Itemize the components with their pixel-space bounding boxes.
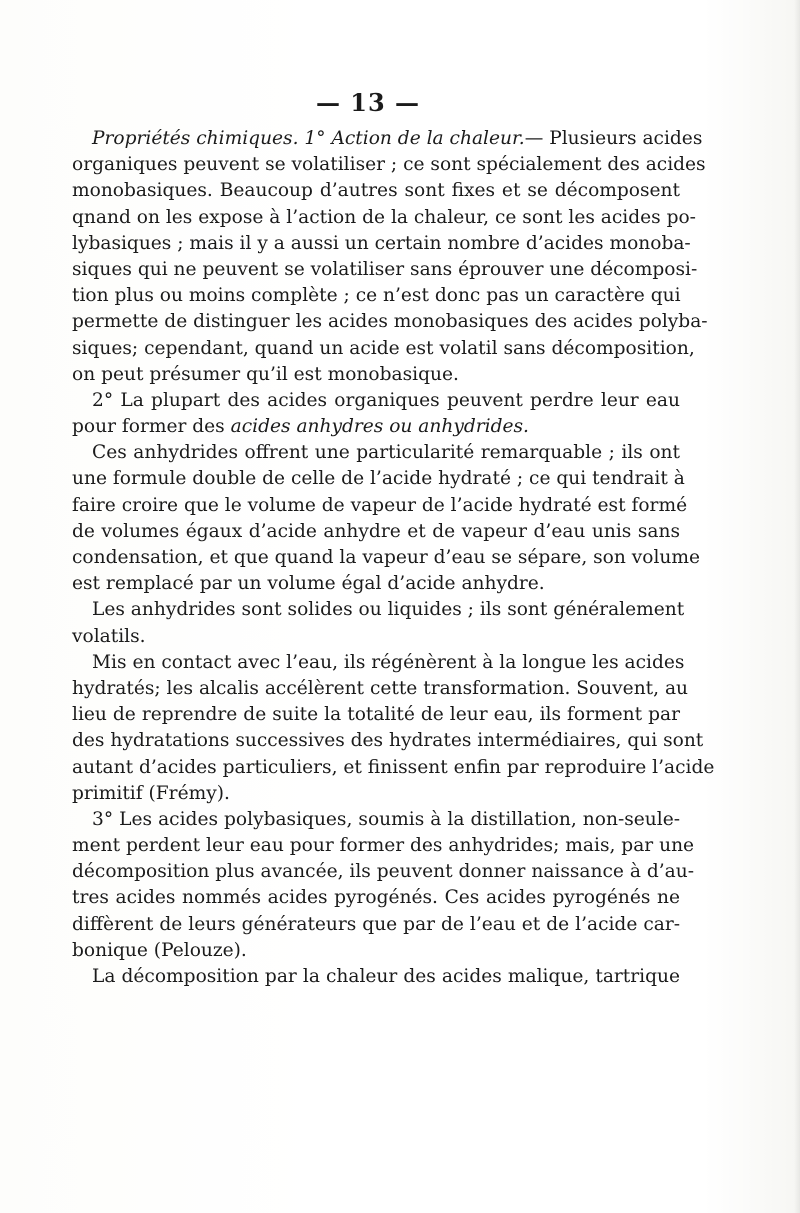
text-line: tres acides nommés acides pyrogénés. Ces acides pyrogénés ne bbox=[72, 887, 680, 909]
text-line: lieu de reprendre de suite la totalité de leur eau, ils forment par bbox=[72, 704, 680, 726]
text-line: volatils. bbox=[72, 625, 146, 647]
text-line: diffèrent de leurs générateurs que par de l’eau et de l’acide car- bbox=[72, 913, 680, 935]
text-line: 2° La plupart des acides organiques peuvent perdre leur eau bbox=[92, 389, 680, 411]
text-line: décomposition plus avancée, ils peuvent donner naissance à d’au- bbox=[72, 861, 694, 883]
text-line: siques; cependant, quand un acide est volatil sans décomposition, bbox=[72, 337, 695, 359]
text-line: hydratés; les alcalis accélèrent cette transformation. Souvent, au bbox=[72, 677, 689, 699]
text-line: on peut présumer qu’il est monobasique. bbox=[72, 363, 459, 385]
body-text bbox=[72, 126, 715, 990]
text-line: 3° Les acides polybasiques, soumis à la distillation, non-seule- bbox=[92, 808, 680, 830]
page-edge-shadow bbox=[794, 0, 800, 1213]
text-line: Mis en contact avec l’eau, ils régénèrent à la longue les acides bbox=[92, 651, 685, 673]
text-line: tion plus ou moins complète ; ce n’est donc pas un caractère qui bbox=[72, 285, 681, 307]
text-line: Ces anhydrides offrent une particularité remarquable ; ils ont bbox=[92, 442, 680, 464]
text-line: faire croire que le volume de vapeur de l’acide hydraté est formé bbox=[72, 494, 688, 516]
text-line: La décomposition par la chaleur des acides malique, tartrique bbox=[92, 966, 680, 987]
text-line: une formule double de celle de l’acide hydraté ; ce qui tendrait à bbox=[72, 468, 685, 490]
text-line: pour former des acides anhydres ou anhydrides. bbox=[72, 416, 529, 438]
text-line: Les anhydrides sont solides ou liquides ; ils sont généralement bbox=[92, 599, 685, 621]
text-line: monobasiques. Beaucoup d’autres sont fixes et se décomposent bbox=[72, 180, 680, 202]
text-line: organiques peuvent se volatiliser ; ce sont spécialement des acides bbox=[72, 154, 706, 176]
text-line: siques qui ne peuvent se volatiliser sans éprouver une décomposi- bbox=[72, 258, 698, 280]
text-line: des hydratations successives des hydrates intermédiaires, qui sont bbox=[72, 730, 704, 752]
text-line: lybasiques ; mais il y a aussi un certain nombre d’acides monoba- bbox=[72, 232, 691, 254]
text-line: condensation, et que quand la vapeur d’eau se sépare, son volume bbox=[72, 547, 701, 568]
text-line: de volumes égaux d’acide anhydre et de vapeur d’eau unis sans bbox=[72, 520, 680, 542]
text-line: Propriétés chimiques. 1° Action de la chaleur.— Plusieurs acides bbox=[92, 128, 703, 149]
text-line: ment perdent leur eau pour former des anhydrides; mais, par une bbox=[72, 835, 695, 857]
text-line: bonique (Pelouze). bbox=[72, 939, 247, 961]
text-line: permette de distinguer les acides monobasiques des acides polyba- bbox=[72, 311, 708, 333]
page-number: — 13 — bbox=[315, 88, 421, 117]
text-line: est remplacé par un volume égal d’acide anhydre. bbox=[72, 573, 545, 595]
text-line: primitif (Frémy). bbox=[72, 782, 230, 804]
text-line: qnand on les expose à l’action de la chaleur, ce sont les acides po- bbox=[72, 206, 696, 228]
text-line: autant d’acides particuliers, et finissent enfin par reproduire l’acide bbox=[72, 756, 715, 778]
